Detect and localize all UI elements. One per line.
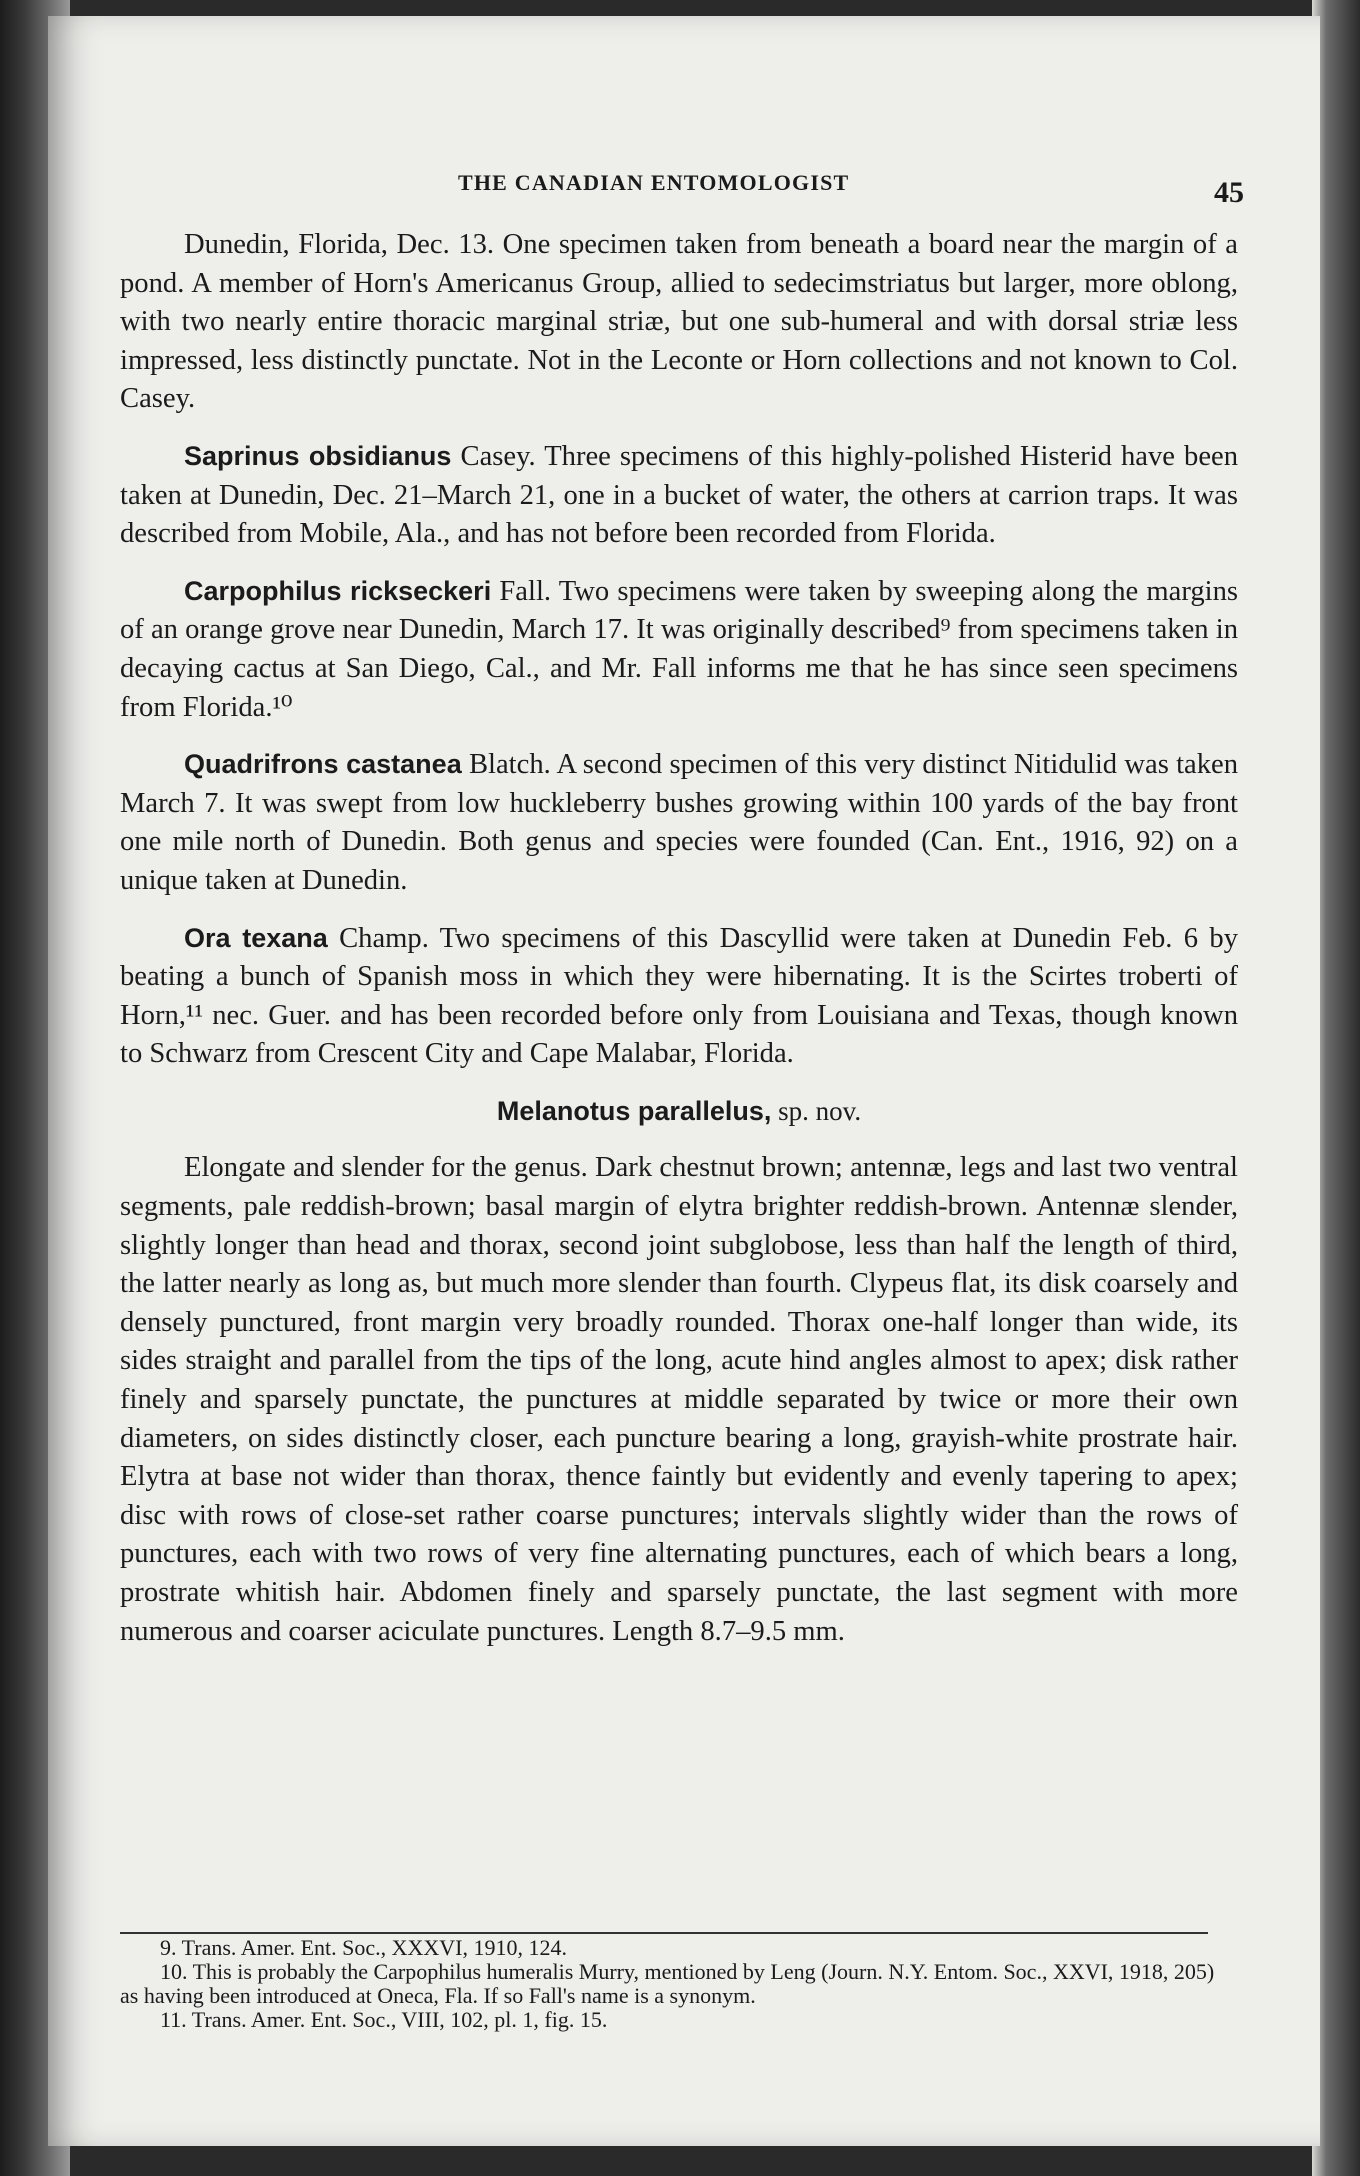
paragraph-dunedin: Dunedin, Florida, Dec. 13. One specimen taken from beneath a board near the margin of a pond. A member of Horn's Americanus Group, allied to sedecimstriatus but larger, more oblong, with two nearly entire thoracic marginal striæ, but one sub-humeral and with dorsal striæ less impressed, less distinctly punctate. Not in the Leconte or Horn collections and not known to Col. Casey. <box>120 229 1238 415</box>
book-page <box>48 16 1320 2146</box>
paragraph-carpophilus <box>120 572 1238 727</box>
page-number: 45 <box>1214 176 1244 209</box>
paragraph-saprinus <box>120 437 1238 554</box>
paragraph-text: Casey. Three specimens of this highly-polished Histerid have been taken at Dunedin, Dec. 21–March 21, one in a bucket of water, the others at carrion traps. It was described from Mobile, Ala., and has not before been recorded from Florida. <box>120 440 1239 550</box>
paragraph-ora <box>120 919 1238 1074</box>
taxon-name: Quadrifrons castanea <box>184 749 462 780</box>
footnote-divider <box>120 1932 1208 1934</box>
footnote-9: 9. Trans. Amer. Ent. Soc., XXXVI, 1910, 124. <box>160 1935 568 1960</box>
running-head-title: THE CANADIAN ENTOMOLOGIST <box>458 170 850 195</box>
taxon-name: Carpophilus rickseckeri <box>184 575 492 606</box>
heading-taxon: Melanotus parallelus, <box>496 1095 772 1126</box>
heading-suffix: sp. nov. <box>771 1095 862 1126</box>
paragraph-text: Fall. Two specimens were taken by sweeping along the margins of an orange grove near Dunedin, March 17. It was originally described⁹ from specimens taken in decaying cactus at San Diego, Cal., and Mr. Fall informs me that he has since seen specimens from Florida.¹⁰ <box>120 575 1239 723</box>
species-heading <box>120 1092 1238 1132</box>
footnote-10: 10. This is probably the Carpophilus humeralis Murry, mentioned by Leng (Journ. N.Y. Entom. Soc., XXVI, 1918, 205) as having been introduced at Oneca, Fla. If so Fall's name is a synonym. <box>120 1959 1215 2008</box>
footnote-11: 11. Trans. Amer. Ent. Soc., VIII, 102, pl. 1, fig. 15. <box>160 2007 608 2032</box>
paragraph-description: Elongate and slender for the genus. Dark chestnut brown; antennæ, legs and last two ventral segments, pale reddish-brown; basal margin of elytra brighter reddish-brown. Antennæ slender, slightly longer than head and thorax, second joint subglobose, less than half the length of third, the latter nearly as long as, but much more slender than fourth. Clypeus flat, its disk coarsely and densely punctured, front margin very broadly rounded. Thorax one-half longer than wide, its sides straight and parallel from the tips of the long, acute hind angles almost to apex; disk rather finely and sparsely punctate, the punctures at middle separated by twice or more their own diameters, on sides distinctly closer, each puncture bearing a long, grayish-white prostrate hair. Elytra at base not wider than thorax, thence faintly but evidently and evenly tapering to apex; disc with rows of close-set rather coarse punctures; intervals slightly wider than the rows of punctures, each with two rows of very fine alternating punctures, each of which bears a long, prostrate whitish hair. Abdomen finely and sparsely punctate, the last segment with more numerous and coarser aciculate punctures. Length 8.7–9.5 mm. <box>120 1152 1238 1647</box>
taxon-name: Ora texana <box>184 922 328 953</box>
taxon-name: Saprinus obsidianus <box>184 440 452 471</box>
paragraph-text: Champ. Two specimens of this Dascyllid were taken at Dunedin Feb. 6 by beating a bunch of Spanish moss in which they were hibernating. It is the Scirtes troberti of Horn,¹¹ nec. Guer. and has been recorded before only from Louisiana and Texas, though known to Schwarz from Crescent City and Cape Malabar, Florida. <box>120 922 1239 1070</box>
body-text <box>120 226 1238 1651</box>
footnotes <box>120 1936 1220 2032</box>
paragraph-text: Blatch. A second specimen of this very distinct Nitidulid was taken March 7. It was swept from low huckleberry bushes growing within 100 yards of the bay front one mile north of Dunedin. Both genus and species were founded (Can. Ent., 1916, 92) on a unique taken at Dunedin. <box>120 749 1239 896</box>
paragraph-quadrifrons <box>120 745 1238 900</box>
